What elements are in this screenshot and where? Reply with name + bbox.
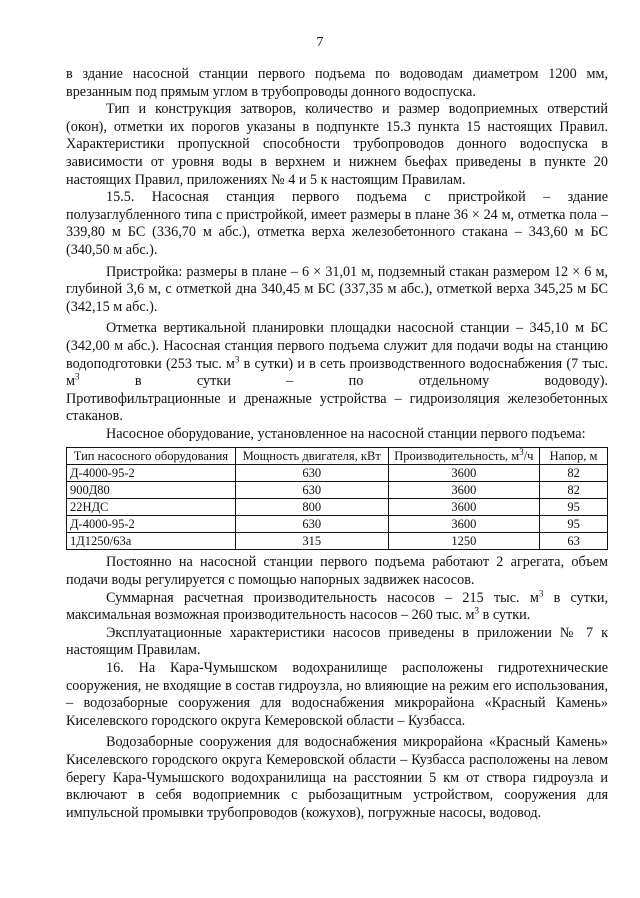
- table-row: [67, 533, 608, 550]
- paragraph-operation: Постоянно на насосной станции первого подъема работают 2 агрегата, объем подачи воды регулируется с помощью напорных задвижек насосов.: [66, 554, 608, 589]
- document-body: [66, 66, 608, 822]
- paragraph-capacity: [66, 587, 608, 625]
- pump-equipment-table: [66, 447, 608, 550]
- cell-type: Д-4000-95-2: [67, 516, 236, 533]
- cell-type: 1Д1250/63а: [67, 533, 236, 550]
- cell-head: 95: [540, 516, 608, 533]
- superscript: 3: [234, 353, 240, 364]
- cell-type: 900Д80: [67, 482, 236, 499]
- cell-head: 63: [540, 533, 608, 550]
- page-number: 7: [316, 35, 324, 50]
- table-row: [67, 499, 608, 516]
- paragraph-waterproofing: Противофильтрационные и дренажные устройства – гидроизоляция железобетонных стаканов.: [66, 390, 608, 425]
- cell-type: 22НДС: [67, 499, 236, 516]
- paragraph-16: 16. На Кара-Чумышском водохранилище расположены гидротехнические сооружения, не входящие в состав гидроузла, но влияющие на режим его использования, – водозаборные сооружения для водоснабжения микрорайона «Красный Камень» Киселевского городского округа Кемеровской области – Кузбасса.: [66, 660, 608, 729]
- header-head: Напор, м: [540, 448, 608, 465]
- header-capacity-unit: /ч: [523, 448, 534, 463]
- cell-type: Д-4000-95-2: [67, 465, 236, 482]
- table-row: [67, 516, 608, 533]
- superscript: 3: [519, 446, 524, 457]
- header-power: Мощность двигателя, кВт: [235, 448, 388, 465]
- cell-head: 82: [540, 482, 608, 499]
- text-segment: в сутки) и в сеть производственного водоснабжения (7 тыс. м: [66, 355, 608, 390]
- paragraph-annex: Пристройка: размеры в плане – 6 × 31,01 м, подземный стакан размером 12 × 6 м, глубиной 3,6 м, с отметкой дна 340,45 м БС (337,35 м абс.), отметкой верха 345,25 м БС (342,15 м абс.).: [66, 263, 608, 315]
- table-header-row: [67, 448, 608, 465]
- paragraph-2: Тип и конструкция затворов, количество и размер водоприемных отверстий (окон), отметки их порогов указаны в подпункте 15.3 пункта 15 настоящих Правил. Характеристики пропускной способности трубопроводов донного водоспуска в зависимости от уровня воды в верхнем и нижнем бьефах приведены в пункте 20 настоящих Правил, приложениях № 4 и 5 к настоящим Правилам.: [66, 101, 608, 188]
- table-row: [67, 465, 608, 482]
- cell-power: 800: [235, 499, 388, 516]
- header-type: Тип насосного оборудования: [67, 448, 236, 465]
- text-segment: Отметка вертикальной планировки площадки насосной станции – 345,10 м БС (342,00 м абс.). Насосная станция первого подъема служит для подачи воды на станцию водоподготовки (253 тыс. м: [66, 320, 608, 372]
- cell-head: 82: [540, 465, 608, 482]
- table-row: [67, 482, 608, 499]
- cell-head: 95: [540, 499, 608, 516]
- paragraph-intake: Водозаборные сооружения для водоснабжения микрорайона «Красный Камень» Киселевского городского округа Кемеровской области – Кузбасса расположены на левом берегу Кара-Чумышского водохранилища на расстоянии 5 км от створа гидроузла и включают в себя водоприемник с рыбозащитным устройством, сооружения для импульсной промывки трубопроводов (кожухов), погружные насосы, водовод.: [66, 734, 608, 821]
- cell-capacity: 3600: [388, 516, 540, 533]
- text-segment: в сутки – по отдельному водоводу).: [79, 373, 608, 390]
- cell-power: 315: [235, 533, 388, 550]
- cell-capacity: 3600: [388, 465, 540, 482]
- cell-capacity: 3600: [388, 482, 540, 499]
- cell-capacity: 1250: [388, 533, 540, 550]
- superscript: 3: [538, 587, 544, 598]
- header-capacity: [388, 448, 540, 465]
- paragraph-pump-station: [66, 320, 608, 390]
- cell-power: 630: [235, 482, 388, 499]
- superscript: 3: [74, 371, 80, 382]
- paragraph-1: в здание насосной станции первого подъема по водоводам диаметром 1200 мм, врезанным под прямым углом в трубопроводы донного водоспуска.: [66, 66, 608, 100]
- paragraph-characteristics: Эксплуатационные характеристики насосов приведены в приложении № 7 к настоящим Правилам.: [66, 624, 608, 659]
- text-segment: в сутки.: [479, 607, 531, 624]
- cell-power: 630: [235, 465, 388, 482]
- cell-power: 630: [235, 516, 388, 533]
- text-segment: Суммарная расчетная производительность насосов – 215 тыс. м: [106, 589, 539, 606]
- header-capacity-text: Производительность, м: [394, 448, 520, 463]
- cell-capacity: 3600: [388, 499, 540, 516]
- paragraph-equipment-intro: Насосное оборудование, установленное на насосной станции первого подъема:: [106, 425, 586, 442]
- superscript: 3: [474, 605, 480, 616]
- text-segment: в сутки, максимальная возможная производительность насосов – 260 тыс. м: [66, 589, 608, 624]
- paragraph-15-5: 15.5. Насосная станция первого подъема с пристройкой – здание полузаглубленного типа с пристройкой, имеет размеры в плане 36 × 24 м, отметка пола – 339,80 м БС (336,70 м абс.), отметка верха железобетонного стакана – 343,60 м БС (340,50 м абс.).: [66, 189, 608, 258]
